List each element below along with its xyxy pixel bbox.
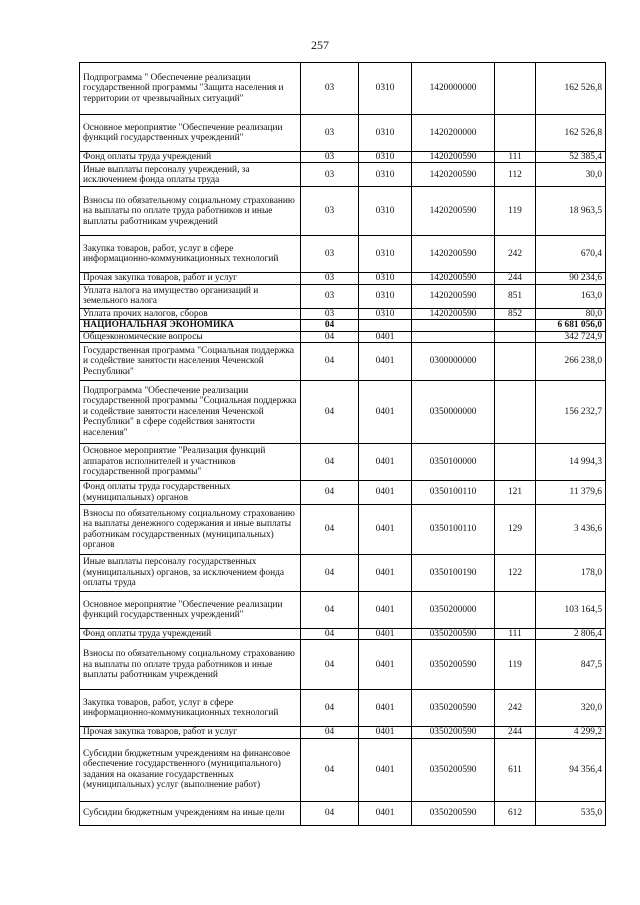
table-row xyxy=(80,236,606,273)
row-amount-cell: 162 526,8 xyxy=(536,63,606,115)
row-target-article-cell: 0350100110 xyxy=(412,481,495,505)
row-target-article-cell: 0350200590 xyxy=(412,727,495,738)
table-row xyxy=(80,592,606,629)
row-name-cell: Уплата прочих налогов, сборов xyxy=(80,308,301,319)
row-amount-cell: 18 963,5 xyxy=(536,187,606,236)
row-section-cell: 04 xyxy=(301,505,359,555)
table-row xyxy=(80,444,606,481)
table-row xyxy=(80,381,606,444)
row-section-cell: 03 xyxy=(301,152,359,163)
row-target-article-cell: 0350200590 xyxy=(412,629,495,640)
page-number: 257 xyxy=(311,38,329,52)
row-section-cell: 04 xyxy=(301,343,359,381)
row-name-cell: Взносы по обязательному социальному страхованию на выплаты по оплате труда работников и иные выплаты работникам учреждений xyxy=(80,187,301,236)
row-target-article-cell: 0350100110 xyxy=(412,505,495,555)
row-target-article-cell xyxy=(412,320,495,331)
row-amount-cell: 2 806,4 xyxy=(536,629,606,640)
row-section-cell: 04 xyxy=(301,381,359,444)
table-row xyxy=(80,801,606,825)
table-row xyxy=(80,690,606,727)
table-row xyxy=(80,640,606,690)
row-amount-cell: 156 232,7 xyxy=(536,381,606,444)
row-amount-cell: 14 994,3 xyxy=(536,444,606,481)
row-expense-type-cell: 111 xyxy=(495,152,536,163)
table-row xyxy=(80,331,606,342)
row-target-article-cell: 1420200590 xyxy=(412,308,495,319)
row-expense-type-cell: 112 xyxy=(495,163,536,187)
row-amount-cell: 6 681 056,0 xyxy=(536,320,606,331)
row-subsection-cell: 0310 xyxy=(359,63,412,115)
budget-table xyxy=(79,62,606,826)
row-subsection-cell: 0401 xyxy=(359,801,412,825)
row-section-cell: 03 xyxy=(301,63,359,115)
row-subsection-cell: 0310 xyxy=(359,115,412,152)
row-section-cell: 04 xyxy=(301,640,359,690)
row-expense-type-cell xyxy=(495,444,536,481)
row-target-article-cell: 1420200590 xyxy=(412,163,495,187)
row-subsection-cell: 0401 xyxy=(359,592,412,629)
table-row xyxy=(80,284,606,308)
row-amount-cell: 162 526,8 xyxy=(536,115,606,152)
row-expense-type-cell xyxy=(495,381,536,444)
row-expense-type-cell: 119 xyxy=(495,187,536,236)
row-section-cell: 03 xyxy=(301,236,359,273)
row-section-cell: 04 xyxy=(301,690,359,727)
row-target-article-cell xyxy=(412,331,495,342)
row-subsection-cell: 0401 xyxy=(359,738,412,801)
row-name-cell: НАЦИОНАЛЬНАЯ ЭКОНОМИКА xyxy=(80,320,301,331)
table-row xyxy=(80,308,606,319)
row-target-article-cell: 0350200590 xyxy=(412,801,495,825)
row-amount-cell: 30,0 xyxy=(536,163,606,187)
row-name-cell: Основное мероприятие "Реализация функций аппаратов исполнителей и участников государственной программы" xyxy=(80,444,301,481)
row-target-article-cell: 1420200000 xyxy=(412,115,495,152)
row-name-cell: Прочая закупка товаров, работ и услуг xyxy=(80,273,301,284)
row-amount-cell: 535,0 xyxy=(536,801,606,825)
row-target-article-cell: 0350200000 xyxy=(412,592,495,629)
row-subsection-cell: 0401 xyxy=(359,444,412,481)
row-name-cell: Основное мероприятие "Обеспечение реализации функций государственных учреждений" xyxy=(80,592,301,629)
row-amount-cell: 4 299,2 xyxy=(536,727,606,738)
row-expense-type-cell xyxy=(495,63,536,115)
table-row xyxy=(80,187,606,236)
row-amount-cell: 11 379,6 xyxy=(536,481,606,505)
row-name-cell: Общеэкономические вопросы xyxy=(80,331,301,342)
row-expense-type-cell: 242 xyxy=(495,236,536,273)
row-target-article-cell: 0350100190 xyxy=(412,555,495,592)
table-row xyxy=(80,505,606,555)
row-amount-cell: 90 234,6 xyxy=(536,273,606,284)
row-name-cell: Закупка товаров, работ, услуг в сфере информационно-коммуникационных технологий xyxy=(80,236,301,273)
row-subsection-cell: 0310 xyxy=(359,284,412,308)
row-target-article-cell: 1420200590 xyxy=(412,236,495,273)
row-section-cell: 04 xyxy=(301,481,359,505)
row-target-article-cell: 0350100000 xyxy=(412,444,495,481)
row-expense-type-cell: 121 xyxy=(495,481,536,505)
row-section-cell: 03 xyxy=(301,308,359,319)
row-subsection-cell: 0401 xyxy=(359,640,412,690)
row-amount-cell: 178,0 xyxy=(536,555,606,592)
row-subsection-cell: 0310 xyxy=(359,163,412,187)
row-name-cell: Взносы по обязательному социальному страхованию на выплаты денежного содержания и иные выплаты работникам государственных (муниципальных) органов xyxy=(80,505,301,555)
row-section-cell: 04 xyxy=(301,801,359,825)
row-name-cell: Подпрограмма " Обеспечение реализации государственной программы "Защита населения и территории от чрезвычайных ситуаций" xyxy=(80,63,301,115)
table-row xyxy=(80,343,606,381)
row-subsection-cell: 0401 xyxy=(359,505,412,555)
row-amount-cell: 52 385,4 xyxy=(536,152,606,163)
row-amount-cell: 80,0 xyxy=(536,308,606,319)
row-expense-type-cell xyxy=(495,343,536,381)
row-target-article-cell: 1420200590 xyxy=(412,187,495,236)
table-row xyxy=(80,63,606,115)
row-target-article-cell: 1420200590 xyxy=(412,273,495,284)
row-target-article-cell: 0350200590 xyxy=(412,738,495,801)
table-row xyxy=(80,152,606,163)
row-subsection-cell: 0401 xyxy=(359,331,412,342)
row-section-cell: 03 xyxy=(301,284,359,308)
row-amount-cell: 3 436,6 xyxy=(536,505,606,555)
row-section-cell: 04 xyxy=(301,320,359,331)
row-subsection-cell: 0310 xyxy=(359,273,412,284)
row-section-cell: 04 xyxy=(301,555,359,592)
row-amount-cell: 320,0 xyxy=(536,690,606,727)
row-amount-cell: 342 724,9 xyxy=(536,331,606,342)
row-section-cell: 04 xyxy=(301,331,359,342)
table-row xyxy=(80,320,606,331)
row-amount-cell: 847,5 xyxy=(536,640,606,690)
row-section-cell: 03 xyxy=(301,187,359,236)
row-name-cell: Иные выплаты персоналу учреждений, за исключением фонда оплаты труда xyxy=(80,163,301,187)
row-section-cell: 04 xyxy=(301,727,359,738)
row-name-cell: Закупка товаров, работ, услуг в сфере информационно-коммуникационных технологий xyxy=(80,690,301,727)
row-name-cell: Основное мероприятие "Обеспечение реализации функций государственных учреждений" xyxy=(80,115,301,152)
row-section-cell: 03 xyxy=(301,115,359,152)
row-name-cell: Иные выплаты персоналу государственных (муниципальных) органов, за исключением фонда оплаты труда xyxy=(80,555,301,592)
row-amount-cell: 103 164,5 xyxy=(536,592,606,629)
row-target-article-cell: 0350000000 xyxy=(412,381,495,444)
row-section-cell: 04 xyxy=(301,444,359,481)
row-subsection-cell xyxy=(359,320,412,331)
row-name-cell: Фонд оплаты труда учреждений xyxy=(80,629,301,640)
row-subsection-cell: 0310 xyxy=(359,187,412,236)
row-subsection-cell: 0401 xyxy=(359,629,412,640)
row-section-cell: 04 xyxy=(301,592,359,629)
row-target-article-cell: 0300000000 xyxy=(412,343,495,381)
table-row xyxy=(80,273,606,284)
table-row xyxy=(80,481,606,505)
row-subsection-cell: 0310 xyxy=(359,308,412,319)
row-name-cell: Взносы по обязательному социальному страхованию на выплаты по оплате труда работников и иные выплаты работникам учреждений xyxy=(80,640,301,690)
row-section-cell: 03 xyxy=(301,273,359,284)
row-section-cell: 04 xyxy=(301,629,359,640)
row-amount-cell: 266 238,0 xyxy=(536,343,606,381)
table-row xyxy=(80,163,606,187)
row-expense-type-cell: 612 xyxy=(495,801,536,825)
table-row xyxy=(80,555,606,592)
row-expense-type-cell: 119 xyxy=(495,640,536,690)
row-target-article-cell: 1420200590 xyxy=(412,152,495,163)
table-row xyxy=(80,115,606,152)
row-name-cell: Государственная программа "Социальная поддержка и содействие занятости населения Чеченской Республики" xyxy=(80,343,301,381)
row-name-cell: Подпрограмма "Обеспечение реализации государственной программы "Социальная поддержка и содействие занятости населения Чеченской Республики" в сфере содействия занятости населения" xyxy=(80,381,301,444)
row-section-cell: 03 xyxy=(301,163,359,187)
row-subsection-cell: 0310 xyxy=(359,152,412,163)
row-subsection-cell: 0401 xyxy=(359,690,412,727)
row-amount-cell: 94 356,4 xyxy=(536,738,606,801)
row-expense-type-cell: 852 xyxy=(495,308,536,319)
row-expense-type-cell: 611 xyxy=(495,738,536,801)
row-expense-type-cell: 111 xyxy=(495,629,536,640)
row-target-article-cell: 1420200590 xyxy=(412,284,495,308)
row-subsection-cell: 0401 xyxy=(359,381,412,444)
row-section-cell: 04 xyxy=(301,738,359,801)
row-subsection-cell: 0310 xyxy=(359,236,412,273)
row-name-cell: Уплата налога на имущество организаций и земельного налога xyxy=(80,284,301,308)
row-subsection-cell: 0401 xyxy=(359,727,412,738)
row-subsection-cell: 0401 xyxy=(359,481,412,505)
row-expense-type-cell xyxy=(495,115,536,152)
row-expense-type-cell: 129 xyxy=(495,505,536,555)
row-expense-type-cell xyxy=(495,331,536,342)
table-row xyxy=(80,629,606,640)
row-target-article-cell: 1420000000 xyxy=(412,63,495,115)
row-expense-type-cell: 244 xyxy=(495,727,536,738)
row-name-cell: Прочая закупка товаров, работ и услуг xyxy=(80,727,301,738)
row-amount-cell: 670,4 xyxy=(536,236,606,273)
row-name-cell: Субсидии бюджетным учреждениям на финансовое обеспечение государственного (муниципального) задания на оказание государственных (муниципальных) услуг (выполнение работ) xyxy=(80,738,301,801)
row-expense-type-cell: 244 xyxy=(495,273,536,284)
row-amount-cell: 163,0 xyxy=(536,284,606,308)
row-name-cell: Субсидии бюджетным учреждениям на иные цели xyxy=(80,801,301,825)
row-expense-type-cell: 242 xyxy=(495,690,536,727)
row-expense-type-cell: 122 xyxy=(495,555,536,592)
row-subsection-cell: 0401 xyxy=(359,343,412,381)
row-target-article-cell: 0350200590 xyxy=(412,690,495,727)
row-name-cell: Фонд оплаты труда учреждений xyxy=(80,152,301,163)
row-name-cell: Фонд оплаты труда государственных (муниципальных) органов xyxy=(80,481,301,505)
table-row xyxy=(80,738,606,801)
row-expense-type-cell xyxy=(495,320,536,331)
row-expense-type-cell: 851 xyxy=(495,284,536,308)
row-expense-type-cell xyxy=(495,592,536,629)
row-subsection-cell: 0401 xyxy=(359,555,412,592)
table-row xyxy=(80,727,606,738)
row-target-article-cell: 0350200590 xyxy=(412,640,495,690)
